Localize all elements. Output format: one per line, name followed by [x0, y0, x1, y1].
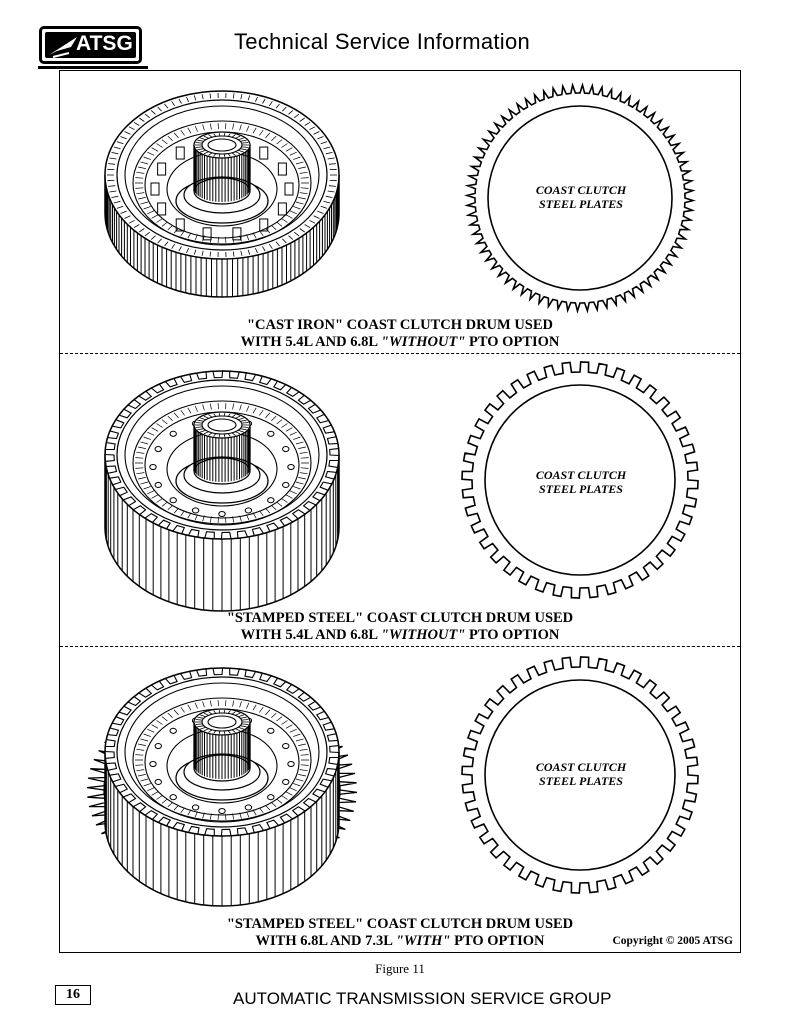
caption-line: "CAST IRON" COAST CLUTCH DRUM USED: [246, 317, 553, 333]
caption-text: WITH 6.8L AND 7.3L: [255, 933, 396, 949]
plate-label-line: COAST CLUTCH: [535, 183, 627, 197]
logo-text: ATSG: [76, 32, 133, 55]
caption-text: PTO OPTION: [465, 627, 560, 643]
plate-label-line: COAST CLUTCH: [535, 760, 627, 774]
panel-caption-2: [60, 610, 740, 644]
caption-text: WITH 5.4L AND 6.8L: [240, 627, 381, 643]
plate-label-line: STEEL PLATES: [539, 197, 623, 211]
stamped-steel-pto-drum-illustration: [87, 668, 357, 906]
caption-line: [60, 334, 740, 351]
caption-emphasis: "WITH": [395, 933, 451, 949]
plate-label-1: [501, 183, 661, 211]
plate-label-3: [501, 760, 661, 788]
copyright-notice: Copyright © 2005 ATSG: [612, 935, 733, 947]
caption-text: WITH 5.4L AND 6.8L: [240, 334, 381, 350]
stamped-steel-drum-illustration: [105, 371, 339, 611]
caption-text: PTO OPTION: [465, 334, 560, 350]
plate-label-line: COAST CLUTCH: [535, 468, 627, 482]
page-title: Technical Service Information: [234, 29, 531, 54]
caption-line: "STAMPED STEEL" COAST CLUTCH DRUM USED: [226, 610, 574, 626]
caption-emphasis: "WITHOUT": [380, 334, 466, 350]
caption-line: "STAMPED STEEL" COAST CLUTCH DRUM USED: [226, 916, 574, 932]
footer-title: AUTOMATIC TRANSMISSION SERVICE GROUP: [233, 989, 612, 1008]
figure-label: Figure 11: [375, 961, 425, 976]
plate-label-line: STEEL PLATES: [539, 482, 623, 496]
plate-label-line: STEEL PLATES: [539, 774, 623, 788]
caption-line: [60, 627, 740, 644]
page-number: 16: [55, 985, 91, 1005]
plate-label-2: [501, 468, 661, 496]
panel-caption-1: [60, 317, 740, 351]
caption-text: PTO OPTION: [450, 933, 545, 949]
cast-iron-drum-illustration: [105, 91, 339, 297]
caption-emphasis: "WITHOUT": [380, 627, 466, 643]
